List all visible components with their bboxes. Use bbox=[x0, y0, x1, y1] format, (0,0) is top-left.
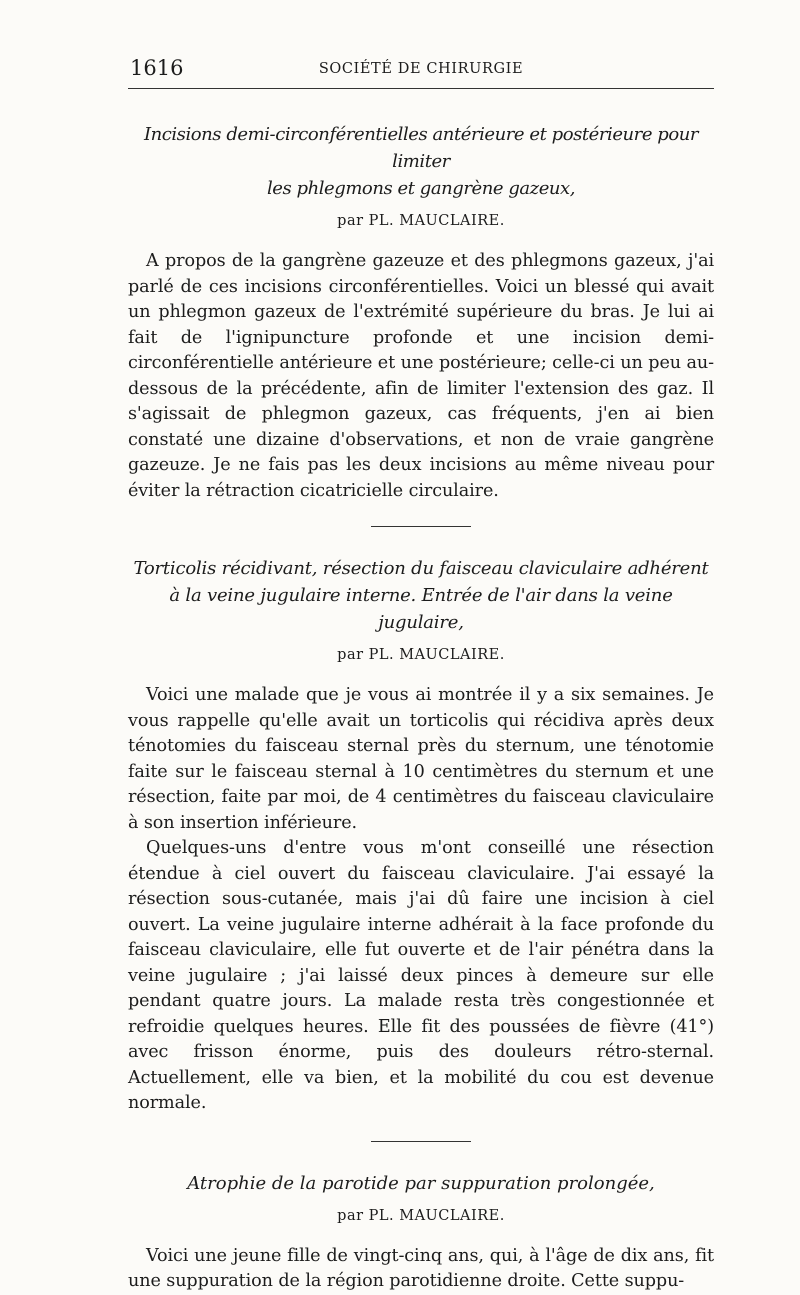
page-number: 1616 bbox=[130, 56, 184, 80]
article-2-body bbox=[128, 683, 714, 1117]
article-2-title bbox=[128, 555, 714, 636]
article-3-body bbox=[128, 1244, 714, 1295]
article-3-title bbox=[128, 1170, 714, 1197]
article-1-byline: par PL. MAUCLAIRE. bbox=[337, 213, 505, 229]
page-header bbox=[128, 52, 714, 89]
article-2-title-line-2: à la veine jugulaire interne. Entrée de l'air dans la veine jugulaire, bbox=[169, 585, 673, 633]
article-1-title bbox=[128, 121, 714, 202]
article-1-title-line-1: Incisions demi-circonférentielles antérieure et postérieure pour limiter bbox=[143, 124, 699, 172]
article-1-paragraph-1: A propos de la gangrène gazeuze et des phlegmons gazeux, j'ai parlé de ces incisions circonférentielles. Voici un blessé qui avait un phlegmon gazeux de l'extrémité supérieure du bras. Je lui ai fait de l'ignipuncture profonde et une incision demi-circonférentielle antérieure et une postérieure; celle-ci un peu au-dessous de la précédente, afin de limiter l'extension des gaz. Il s'agissait de phlegmon gazeux, cas fréquents, j'en ai bien constaté une dizaine d'observations, et non de vraie gangrène gazeuze. Je ne fais pas les deux incisions au même niveau pour éviter la rétraction cicatricielle circulaire. bbox=[128, 251, 714, 501]
article-2 bbox=[128, 555, 714, 1117]
article-3-byline: par PL. MAUCLAIRE. bbox=[337, 1207, 505, 1224]
article-2-title-line-1: Torticolis récidivant, résection du faisceau claviculaire adhérent bbox=[133, 558, 709, 579]
article-1 bbox=[128, 121, 714, 504]
section-separator-1 bbox=[371, 526, 471, 527]
article-1-title-line-2: les phlegmons et gangrène gazeux, bbox=[266, 178, 576, 199]
article-2-paragraph-1: Voici une malade que je vous ai montrée il y a six semaines. Je vous rappelle qu'elle avait un torticolis qui récidiva après deux ténotomies du faisceau sternal près du sternum, une ténotomie faite sur le faisceau sternal à 10 centimètres du sternum et une résection, faite par moi, de 4 centimètres du faisceau claviculaire à son insertion inférieure. bbox=[128, 685, 714, 833]
article-2-paragraph-2: Quelques-uns d'entre vous m'ont conseillé une résection étendue à ciel ouvert du faisceau claviculaire. J'ai essayé la résection sous-cutanée, mais j'ai dû faire une incision à ciel ouvert. La veine jugulaire interne adhérait à la face profonde du faisceau claviculaire, elle fut ouverte et de l'air pénétra dans la veine jugulaire ; j'ai laissé deux pinces à demeure sur elle pendant quatre jours. La malade resta très congestionnée et refroidie quelques heures. Elle fit des poussées de fièvre (41°) avec frisson énorme, puis des douleurs rétro-sternal. Actuellement, elle va bien, et la mobilité du cou est devenue normale. bbox=[128, 838, 714, 1113]
article-2-byline: par PL. MAUCLAIRE. bbox=[337, 647, 505, 663]
article-3-title-line-1: Atrophie de la parotide par suppuration prolongée, bbox=[187, 1172, 655, 1194]
document-page bbox=[128, 52, 714, 1295]
running-head: SOCIÉTÉ DE CHIRURGIE bbox=[318, 61, 524, 77]
article-3 bbox=[128, 1170, 714, 1295]
article-1-body bbox=[128, 249, 714, 504]
section-separator-2 bbox=[371, 1141, 471, 1142]
article-3-paragraph-1: Voici une jeune fille de vingt-cinq ans, qui, à l'âge de dix ans, fit une suppuration de la région parotidienne droite. Cette suppu- bbox=[128, 1245, 714, 1291]
